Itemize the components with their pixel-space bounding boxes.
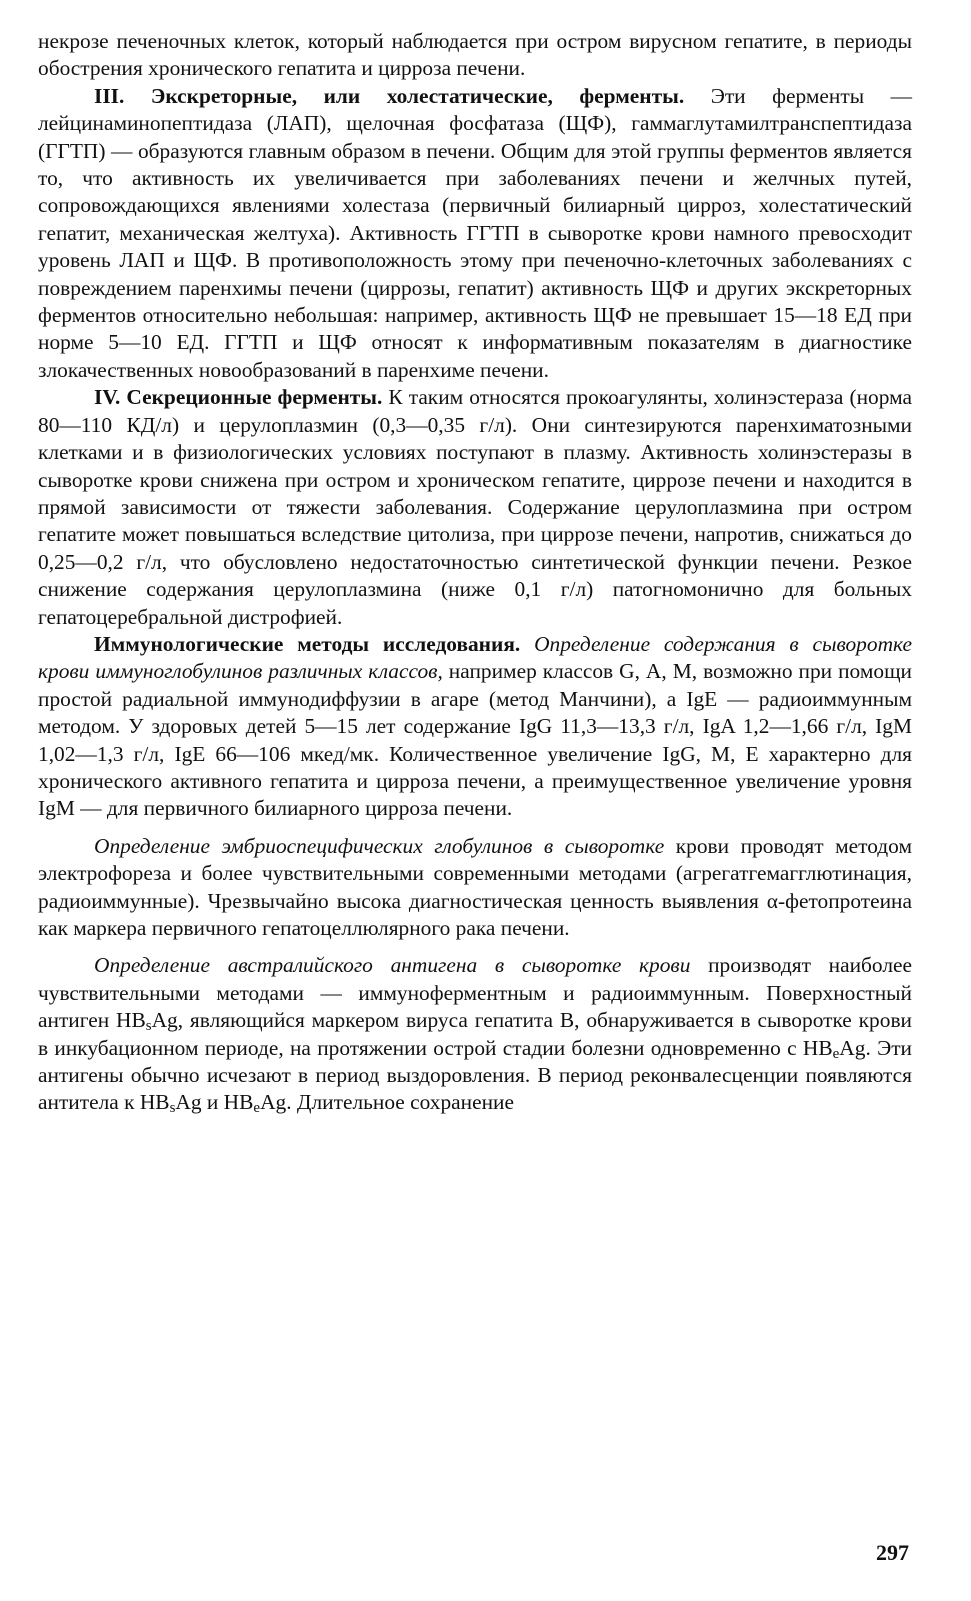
subscript-e-1: e xyxy=(832,1045,840,1062)
australian-text-1: производят наиболее чувствительными методами — иммуноферментным и радиоиммунным. Поверхностный антиген HB xyxy=(38,953,912,1033)
subscript-s-1: s xyxy=(145,1018,152,1035)
subscript-s-2: s xyxy=(169,1100,176,1117)
heading-secretory-enzymes: IV. Секреционные ферменты. xyxy=(94,385,383,410)
paragraph-excretory-text: Эти ферменты — лейцинаминопептидаза (ЛАП), щелочная фосфатаза (ЩФ), гаммаглутамилтранспептидаза (ГГТП) — образуются главным образом в печени. Общим для этой группы ферментов является то, что активность их увеличивается при заболеваниях печени и желчных путей, сопровождающихся явлениями холестаза (первичный билиарный цирроз, холестатический гепатит, механическая желтуха). Активность ГГТП в сыворотке крови намного превосходит уровень ЛАП и ЩФ. В противоположность этому при печеночно-клеточных заболеваниях с повреждением паренхимы печени (циррозы, гепатит) активность ЩФ и других экскреторных ферментов относительно небольшая: например, активность ЩФ не превышает 15—18 ЕД при норме 5—10 ЕД. ГГТП и ЩФ относят к информативным показателям в диагностике злокачественных новообразований в паренхиме печени. xyxy=(38,83,912,382)
page-number: 297 xyxy=(876,1540,909,1565)
heading-immunological-methods: Иммунологические методы исследования. xyxy=(94,631,521,656)
paragraph-secretory-enzymes xyxy=(38,384,912,631)
italic-australian-antigen: Определение австралийского антигена в сыворотке крови xyxy=(94,953,691,978)
paragraph-secretory-text: К таким относятся прокоагулянты, холинэстераза (норма 80—110 КД/л) и церулоплазмин (0,3—0,35 г/л). Они синтезируются паренхиматозными клетками и в физиологических условиях поступают в плазму. Активность холинэстеразы в сыворотке крови снижена при остром и хроническом гепатите, циррозе печени и находится в прямой зависимости от тяжести заболевания. Содержание церулоплазмина при остром гепатите может повышаться вследствие цитолиза, при циррозе печени, напротив, снижаться до 0,25—0,2 г/л, что обусловлено недостаточностью синтетической функции печени. Резкое снижение содержания церулоплазмина (ниже 0,1 г/л) патогномонично для больных гепатоцеребральной дистрофией. xyxy=(38,385,912,629)
italic-embryospecific: Определение эмбриоспецифических глобулинов в сыворотке xyxy=(94,833,665,858)
paragraph-immunological-text: например классов G, А, М, возможно при помощи простой радиальной иммунодиффузии в агаре (метод Манчини), а IgE — радиоиммунным методом. У здоровых детей 5—15 лет содержание IgG 11,3—13,3 г/л, IgA 1,2—1,66 г/л, IgM 1,02—1,3 г/л, IgE 66—106 мкед/мк. Количественное увеличение IgG, М, Е характерно для хронического активного гепатита и цирроза печени, а преимущественное увеличение уровня IgM — для первичного билиарного цирроза печени. xyxy=(38,659,912,821)
australian-text-5: Ag. Длительное сохранение xyxy=(260,1090,515,1115)
paragraph-intro xyxy=(38,28,912,83)
heading-excretory-enzymes: III. Экскреторные, или холестатические, ферменты. xyxy=(94,83,685,108)
paragraph-embryospecific xyxy=(38,833,912,943)
australian-text-2: Ag, являющийся маркером вируса гепатита В, обнаруживается в сыворотке крови в инкубационном периоде, на протяжении острой стадии болезни одновременно с HB xyxy=(38,1008,912,1060)
page-body xyxy=(38,28,912,1117)
paragraph-australian-antigen xyxy=(38,952,912,1116)
paragraph-immunological-methods xyxy=(38,631,912,823)
australian-text-4: Ag и HB xyxy=(175,1090,254,1115)
australian-text-3: Ag. Эти антигены обычно исчезают в период выздоровления. В период реконвалесценции появляются антитела к HB xyxy=(38,1035,913,1115)
paragraph-excretory-enzymes xyxy=(38,83,912,384)
subscript-e-2: e xyxy=(253,1100,261,1117)
paragraph-intro-text: некрозе печеночных клеток, который наблюдается при остром вирусном гепатите, в периоды обострения хронического гепатита и цирроза печени. xyxy=(38,29,912,81)
paragraph-embryospecific-text: крови проводят методом электрофореза и более чувствительными современными методами (агрегатгемагглютинация, радиоиммунные). Чрезвычайно высока диагностическая ценность выявления α-фетопротеина как маркера первичного гепатоцеллюлярного рака печени. xyxy=(38,833,912,940)
italic-immunoglobulins: Определение содержания в сыворотке крови иммуноглобулинов различных классов, xyxy=(38,631,912,684)
